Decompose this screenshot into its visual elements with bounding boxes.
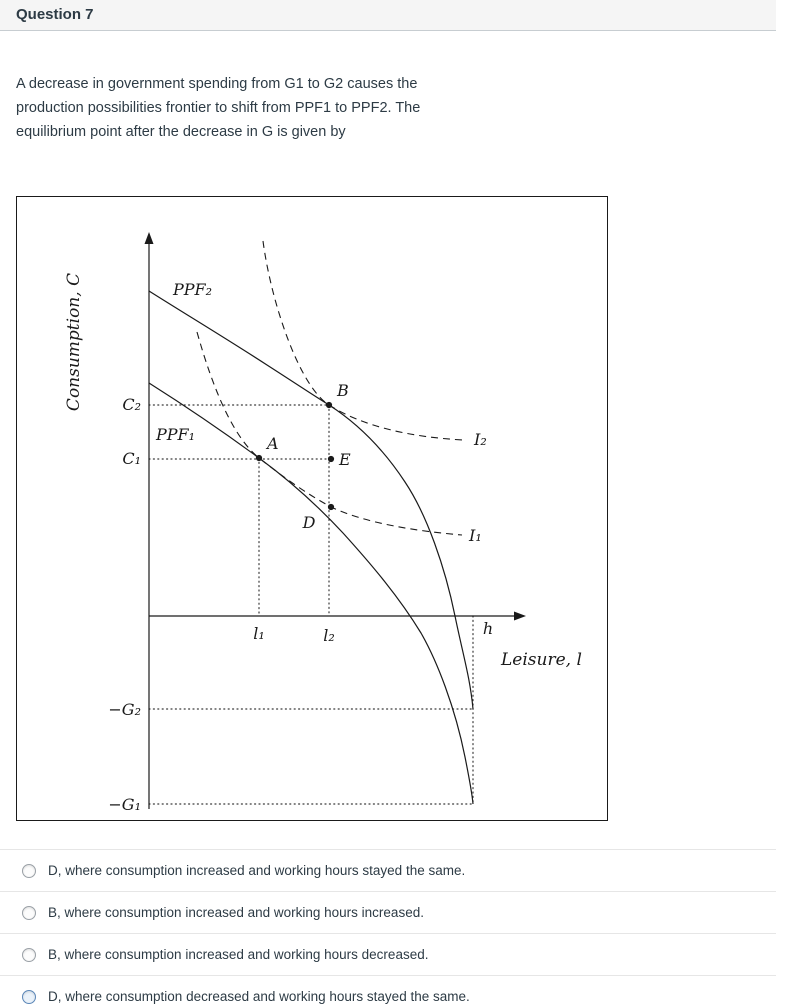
- c2-tick-label: C₂: [122, 395, 141, 414]
- point-d-label: D: [302, 513, 316, 532]
- point-e-label: E: [339, 450, 351, 469]
- i1-label: I₁: [469, 526, 482, 545]
- radio-button[interactable]: [22, 990, 36, 1004]
- question-title: Question 7: [16, 6, 94, 23]
- h-tick-label: h: [482, 619, 494, 638]
- answer-options-list: [0, 849, 776, 1007]
- question-text: A decrease in government spending from G1 to G2 causes the production possibilities frontier to shift from PPF1 to PPF2. The equilibrium point after the decrease in G is given by: [16, 76, 421, 140]
- point-b-dot: [326, 402, 332, 408]
- neg-g2-tick-label: −G₂: [108, 700, 141, 719]
- neg-g1-tick-label: −G₁: [108, 795, 141, 814]
- diagram-figure: [16, 196, 608, 821]
- radio-button[interactable]: [22, 906, 36, 920]
- answer-option-b-decreased[interactable]: [0, 933, 776, 975]
- l2-tick-label: l₂: [323, 626, 335, 645]
- answer-option-label: D, where consumption increased and working hours stayed the same.: [48, 863, 466, 878]
- i2-curve: [263, 241, 463, 440]
- ppf2-curve: [149, 291, 473, 709]
- ppf1-label: PPF₁: [156, 425, 196, 444]
- answer-option-label: B, where consumption increased and working hours decreased.: [48, 947, 429, 962]
- point-a-label: A: [267, 434, 279, 453]
- x-axis-label: Leisure, l: [501, 650, 582, 670]
- point-e-dot: [328, 456, 334, 462]
- point-d-dot: [328, 504, 334, 510]
- i2-label: I₂: [474, 430, 487, 449]
- ppf2-label: PPF₂: [173, 280, 213, 299]
- answer-option-d-decreased[interactable]: [0, 975, 776, 1007]
- radio-button[interactable]: [22, 948, 36, 962]
- x-axis-arrow-icon: [514, 612, 526, 621]
- point-a-dot: [256, 455, 262, 461]
- ppf1-curve: [149, 383, 473, 804]
- question-header: [0, 0, 776, 31]
- radio-button[interactable]: [22, 864, 36, 878]
- answer-option-b-increased[interactable]: [0, 891, 776, 933]
- y-axis-label: Consumption, C: [64, 272, 84, 412]
- point-b-label: B: [337, 381, 349, 400]
- l1-tick-label: l₁: [253, 624, 265, 643]
- c1-tick-label: C₁: [122, 449, 141, 468]
- answer-option-label: D, where consumption decreased and working hours stayed the same.: [48, 989, 470, 1004]
- answer-option-label: B, where consumption increased and working hours increased.: [48, 905, 424, 920]
- answer-option-d-same[interactable]: [0, 849, 776, 891]
- y-axis-arrow-icon: [145, 232, 154, 244]
- economics-diagram: [17, 197, 607, 820]
